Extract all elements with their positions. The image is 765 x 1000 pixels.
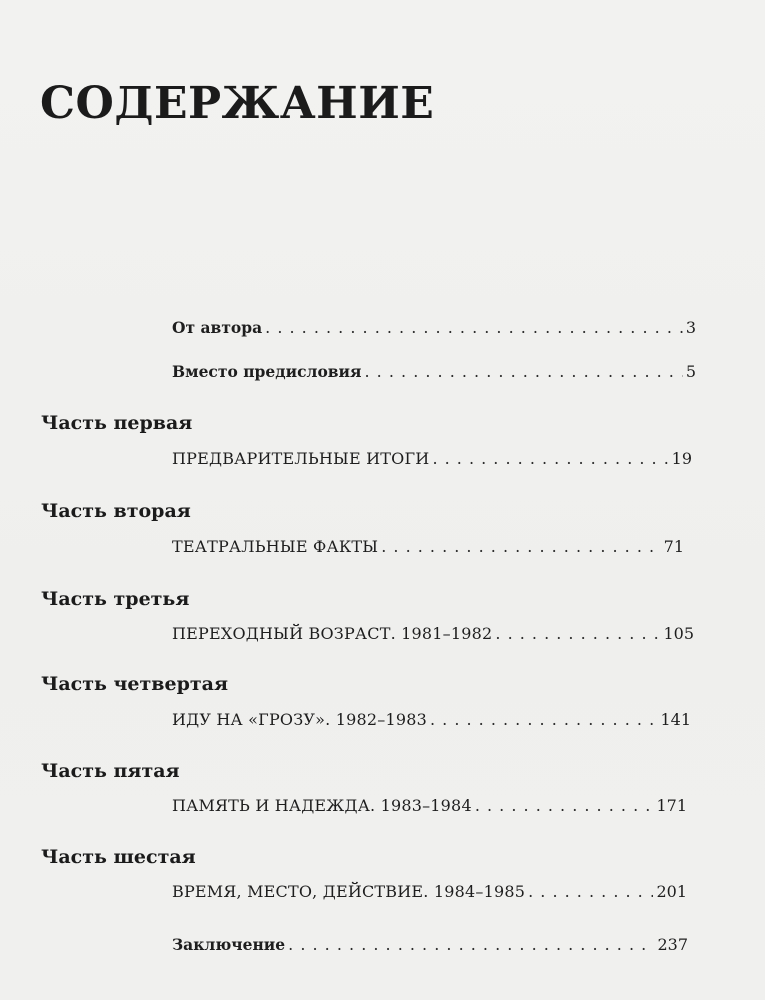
toc-entry-label: ИДУ НА «ГРОЗУ». 1982–1983 <box>172 710 427 729</box>
toc-entry-label: ВРЕМЯ, МЕСТО, ДЕЙСТВИЕ. 1984–1985 <box>172 882 526 901</box>
dot-leader <box>381 537 660 556</box>
toc-page-number: 171 <box>656 796 687 815</box>
toc-entry-label: От автора <box>172 318 263 337</box>
toc-page-number: 141 <box>660 710 691 729</box>
toc-entry-label: ПАМЯТЬ И НАДЕЖДА. 1983–1984 <box>172 796 472 815</box>
toc-entry-label: Вместо предисловия <box>172 362 362 381</box>
toc-page-number: 71 <box>663 537 684 556</box>
part-heading-2: Часть вторая <box>41 500 191 522</box>
toc-entry-label: Заключение <box>172 935 286 954</box>
part-heading-5: Часть пятая <box>41 760 180 782</box>
toc-entry-label: ПЕРЕХОДНЫЙ ВОЗРАСТ. 1981–1982 <box>172 624 493 643</box>
page-title: СОДЕРЖАНИЕ <box>40 78 435 129</box>
toc-page-number: 237 <box>657 935 688 954</box>
dot-leader <box>432 449 668 468</box>
toc-entry-part-6[interactable] <box>172 882 687 901</box>
part-heading-1: Часть первая <box>41 412 193 434</box>
toc-entry-part-1[interactable] <box>172 449 692 468</box>
dot-leader <box>528 882 653 901</box>
toc-page-number: 105 <box>663 624 694 643</box>
dot-leader <box>265 318 683 337</box>
toc-page-number: 5 <box>685 362 696 381</box>
toc-page-number: 19 <box>671 449 692 468</box>
part-heading-6: Часть шестая <box>41 846 196 868</box>
toc-entry-label: ТЕАТРАЛЬНЫЕ ФАКТЫ <box>172 537 379 556</box>
dot-leader <box>430 710 657 729</box>
dot-leader <box>475 796 654 815</box>
dot-leader <box>288 935 654 954</box>
dot-leader <box>495 624 660 643</box>
toc-entry-instead-of-preface[interactable] <box>172 362 696 381</box>
toc-entry-part-4[interactable] <box>172 710 691 729</box>
toc-page-number: 3 <box>685 318 696 337</box>
dot-leader <box>365 362 683 381</box>
toc-entry-label: ПРЕДВАРИТЕЛЬНЫЕ ИТОГИ <box>172 449 430 468</box>
toc-entry-from-author[interactable] <box>172 318 696 337</box>
toc-entry-part-3[interactable] <box>172 624 694 643</box>
toc-entry-conclusion[interactable] <box>172 935 688 954</box>
toc-entry-part-5[interactable] <box>172 796 687 815</box>
toc-page-number: 201 <box>656 882 687 901</box>
part-heading-4: Часть четвертая <box>41 673 228 695</box>
part-heading-3: Часть третья <box>41 588 190 610</box>
toc-entry-part-2[interactable] <box>172 537 684 556</box>
